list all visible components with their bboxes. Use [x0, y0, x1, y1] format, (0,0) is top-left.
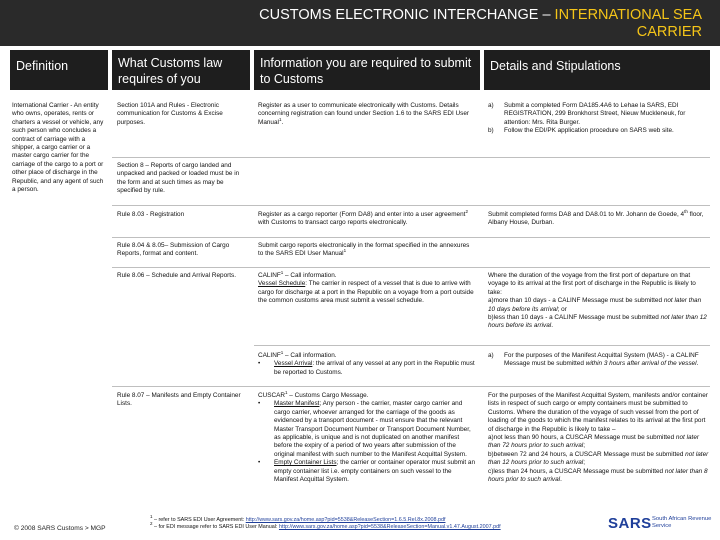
title-bar [0, 0, 720, 46]
r1-law: Section 101A and Rules - Electronic communication for Customs & Excise purposes. [117, 102, 223, 126]
r3-details: Submit completed forms DA8 and DA8.01 to Mr. Johann de Goede, 4th floor, Albany House, Durban. [488, 208, 704, 227]
header-requires: What Customs law requires of you [112, 50, 250, 90]
r4-info: Submit cargo reports electronically in the format specified in the annexures to the SARS EDI User Manual$^1$ [258, 242, 470, 258]
copyright: © 2008 SARS Customs > MGP [14, 525, 106, 532]
r7-info: CUSCAR$^1$ – Customs Cargo Message. • Master Manifest; Any person - the carrier, master cargo carrier and cargo carrier, whoever arranged for the carriage of the goods as evidenced by a transport document - must ensure that the relevant Master Transport Document Number or Transport Document Number, as applicable, is unique and is not duplicated on another manifest before the expiry of a period of two years after submission of the original manifest with such number to the Manifest Acquittal System. • Empty Container Lists; the carrier or container operator must submit an empty container list i.e. empty containers on such vessel to the Manifest Acquittal System. [258, 389, 476, 484]
footnotes: $^1$ – refer to SARS EDI User Agreement: http://www.sars.gov.za/home.asp?pid=5538&ReleaseSection=1.6.5.Rel.8x.2008.pdf $^2$ – for EDI message refer to SARS EDI User Manual: http://www.sars.gov.za/home.asp?pid=5538&ReleaseSection=Manual.v1.47.August.2007.pdf [150, 514, 501, 531]
r3-info: Register as a cargo reporter (Form DA8) and enter into a user agreement$^2$ with Customs to transact cargo reports electronically. [258, 208, 468, 227]
row-divider [112, 267, 710, 268]
r2-law: Section 8 – Reports of cargo landed and unpacked and packed or loaded must be in the form and at such times as may be specified by rule. [117, 162, 240, 195]
header-definition: Definition [10, 50, 108, 90]
row-divider [254, 345, 710, 346]
title-highlight: INTERNATIONAL SEA [554, 7, 702, 23]
footnote-link-1[interactable]: http://www.sars.gov.za/home.asp?pid=5538&ReleaseSection=1.6.5.Rel.8x.2008.pdf [245, 517, 446, 523]
row-divider [112, 205, 710, 206]
r7-law: Rule 8.07 – Manifests and Empty Container Lists. [117, 392, 241, 408]
r1-info: Register as a user to communicate electronically with Customs. Details concerning registration can found under Section 1.6 to the SARS EDI User Manual$^1$. [258, 102, 470, 126]
r3-law: Rule 8.03 - Registration [117, 211, 185, 218]
r7-details: For the purposes of the Manifest Acquittal System, manifests and/or container lists in respect of such cargo or empty containers must be submitted to Customs. Where the duration of the voyage of such vessel from the port of loading of the goods to which the manifest relates to its arrival at the first port of discharge in the Republic is likely to take – a)not less than 90 hours, a CUSCAR Message must be submitted not later than 72 hours prior to such arrival; b)between 72 and 24 hours, a CUSCAR Message must be submitted not later than 12 hours prior to such arrival; c)less than 24 hours, a CUSCAR Message must be submitted not later than 8 hours prior to such arrival. [488, 392, 709, 484]
slide-title [182, 7, 702, 41]
r6-info: CALINF$^1$ – Call information. • Vessel Arrival: the arrival of any vessel at any port in the Republic must be reported to Customs. [258, 349, 475, 376]
sars-logo [608, 514, 718, 538]
title-highlight-2: CARRIER [636, 24, 702, 40]
header-details: Details and Stipulations [484, 50, 710, 90]
r5-details: Where the duration of the voyage from the first port of departure on that voyage to its arrival at the first port of discharge in the Republic is likely to take: a)more than 10 days - a CALINF Message must be submitted not later than 10 days before its arrival; or b)less than 10 days - a CALINF Message must be submitted not later than 12 hours before its arrival. [488, 272, 707, 330]
row-divider [112, 157, 710, 158]
logo-subtitle: South African Revenue Service [652, 516, 712, 529]
r1-details: a) Submit a completed Form DA185.4A6 to Lehae la SARS, EDI REGISTRATION, 299 Bronkhorst Street, Nieuw Muckleneuk, for attention: Mrs. Rita Burger. b) Follow the EDI/PK application procedure on SARS web site. [488, 102, 686, 135]
header-information: Information you are required to submit to Customs [254, 50, 480, 90]
footnote-link-2[interactable]: http://www.sars.gov.za/home.asp?pid=5538&ReleaseSection=Manual.v1.47.August.2007.pdf [278, 524, 501, 531]
r5-info: CALINF$^1$ – Call information. Vessel Schedule: The carrier in respect of a vessel that is due to arrive with cargo for discharge at a port in the Republic on a voyage from a port outside the common customs area must submit a vessel schedule. [258, 269, 474, 305]
definition-text: International Carrier - An entity who owns, operates, rents or charters a vessel or vehicle, any such person who concludes a contract of carriage with a shipper, a cargo carrier or a master cargo carrier for the carriage of the cargo to a port or other place of discharge in the Republic, and any agent of such a person. [12, 102, 104, 194]
row-divider [112, 237, 710, 238]
r4-law: Rule 8.04 & 8.05– Submission of Cargo Reports, format and content. [117, 242, 230, 258]
title-text: CUSTOMS ELECTRONIC INTERCHANGE – [259, 7, 555, 23]
row-divider [112, 386, 710, 387]
r6-details: a) For the purposes of the Manifest Acquittal System (MAS) - a CALINF Message must be submitted within 3 hours after arrival of the vessel. [488, 352, 699, 368]
r5-law: Rule 8.06 – Schedule and Arrival Reports. [117, 272, 237, 279]
logo-text: SARS [608, 515, 652, 532]
